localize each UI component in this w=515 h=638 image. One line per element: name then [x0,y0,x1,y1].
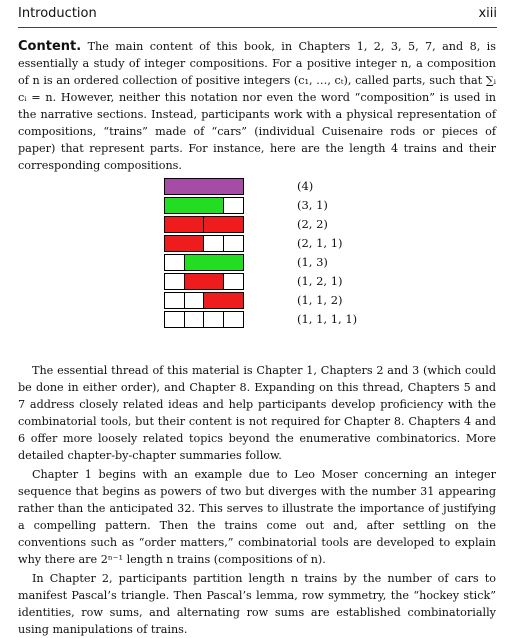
train-row [164,235,244,252]
composition-label: (4) [297,179,314,193]
train-car-1 [184,292,205,309]
composition-label: (2, 2) [297,217,328,231]
train-car-1 [223,197,244,214]
train-car-1 [203,311,224,328]
header-rule [18,27,497,28]
train-car-4 [164,178,244,195]
train-row [164,178,244,195]
train-car-1 [184,311,205,328]
train-row [164,197,244,214]
trains-figure [164,178,364,338]
paragraph-content-text: The main content of this book, in Chapters 1, 2, 3, 5, 7, and 8, is essentially a study of integer compositions. For a positive integer n, a composition of n is an ordered collection of positive integers (c₁, …, cₜ), called parts, such that ∑ᵢ cᵢ = n. However, neither this notation nor even the word “composition” is used in the narrative sections. Instead, participants work with a physical representation of compositions, “trains” made of “cars” (individual Cuisenaire rods or pieces of paper) that represent parts. For instance, here are the length 4 trains and their corresponding compositions. [18,40,496,172]
composition-label: (1, 1, 2) [297,293,343,307]
train-car-2 [164,216,205,233]
train-row [164,273,244,290]
train-car-1 [203,235,224,252]
train-row [164,216,244,233]
train-car-1 [164,273,185,290]
running-header [18,6,497,26]
train-car-1 [164,292,185,309]
composition-label: (3, 1) [297,198,328,212]
train-car-2 [203,292,244,309]
paragraph-chapter-2: In Chapter 2, participants partition length n trains by the number of cars to manifest Pascal’s triangle. Then Pascal’s lemma, row symmetry, the “hockey stick” identities, row sums, and alternating row sums are established combinatorially using manipulations of trains. [18,572,496,636]
train-car-1 [223,311,244,328]
train-row [164,311,244,328]
train-car-3 [184,254,244,271]
train-car-2 [164,235,205,252]
composition-label: (1, 1, 1, 1) [297,312,358,326]
train-car-1 [223,235,244,252]
train-car-2 [203,216,244,233]
train-car-1 [223,273,244,290]
composition-label: (1, 2, 1) [297,274,343,288]
composition-label: (1, 3) [297,255,328,269]
train-car-2 [184,273,225,290]
paragraph-content [18,38,496,174]
chapter-title: Introduction [18,6,97,21]
train-row [164,254,244,271]
composition-label: (2, 1, 1) [297,236,343,250]
paragraph-thread: The essential thread of this material is Chapter 1, Chapters 2 and 3 (which could be done in either order), and Chapter 8. Expanding on this thread, Chapters 5 and 7 address closely related ideas and help participants develop proficiency with the combinatorial tools, but their content is not required for Chapter 8. Chapters 4 and 6 offer more loosely related topics beyond the enumerative combinatorics. More detailed chapter-by-chapter summaries follow. [18,364,496,462]
page-number: xiii [478,6,497,21]
train-car-3 [164,197,224,214]
train-row [164,292,244,309]
train-car-1 [164,311,185,328]
paragraph-lead: Content. [18,39,82,54]
train-car-1 [164,254,185,271]
paragraph-chapter-1: Chapter 1 begins with an example due to Leo Moser concerning an integer sequence that begins as powers of two but diverges with the number 31 appearing rather than the anticipated 32. This serves to illustrate the importance of justifying a compelling pattern. Then the trains come out and, after settling on the conventions such as “order matters,” combinatorial tools are developed to explain why there are 2ⁿ⁻¹ length n trains (compositions of n). [18,468,496,566]
